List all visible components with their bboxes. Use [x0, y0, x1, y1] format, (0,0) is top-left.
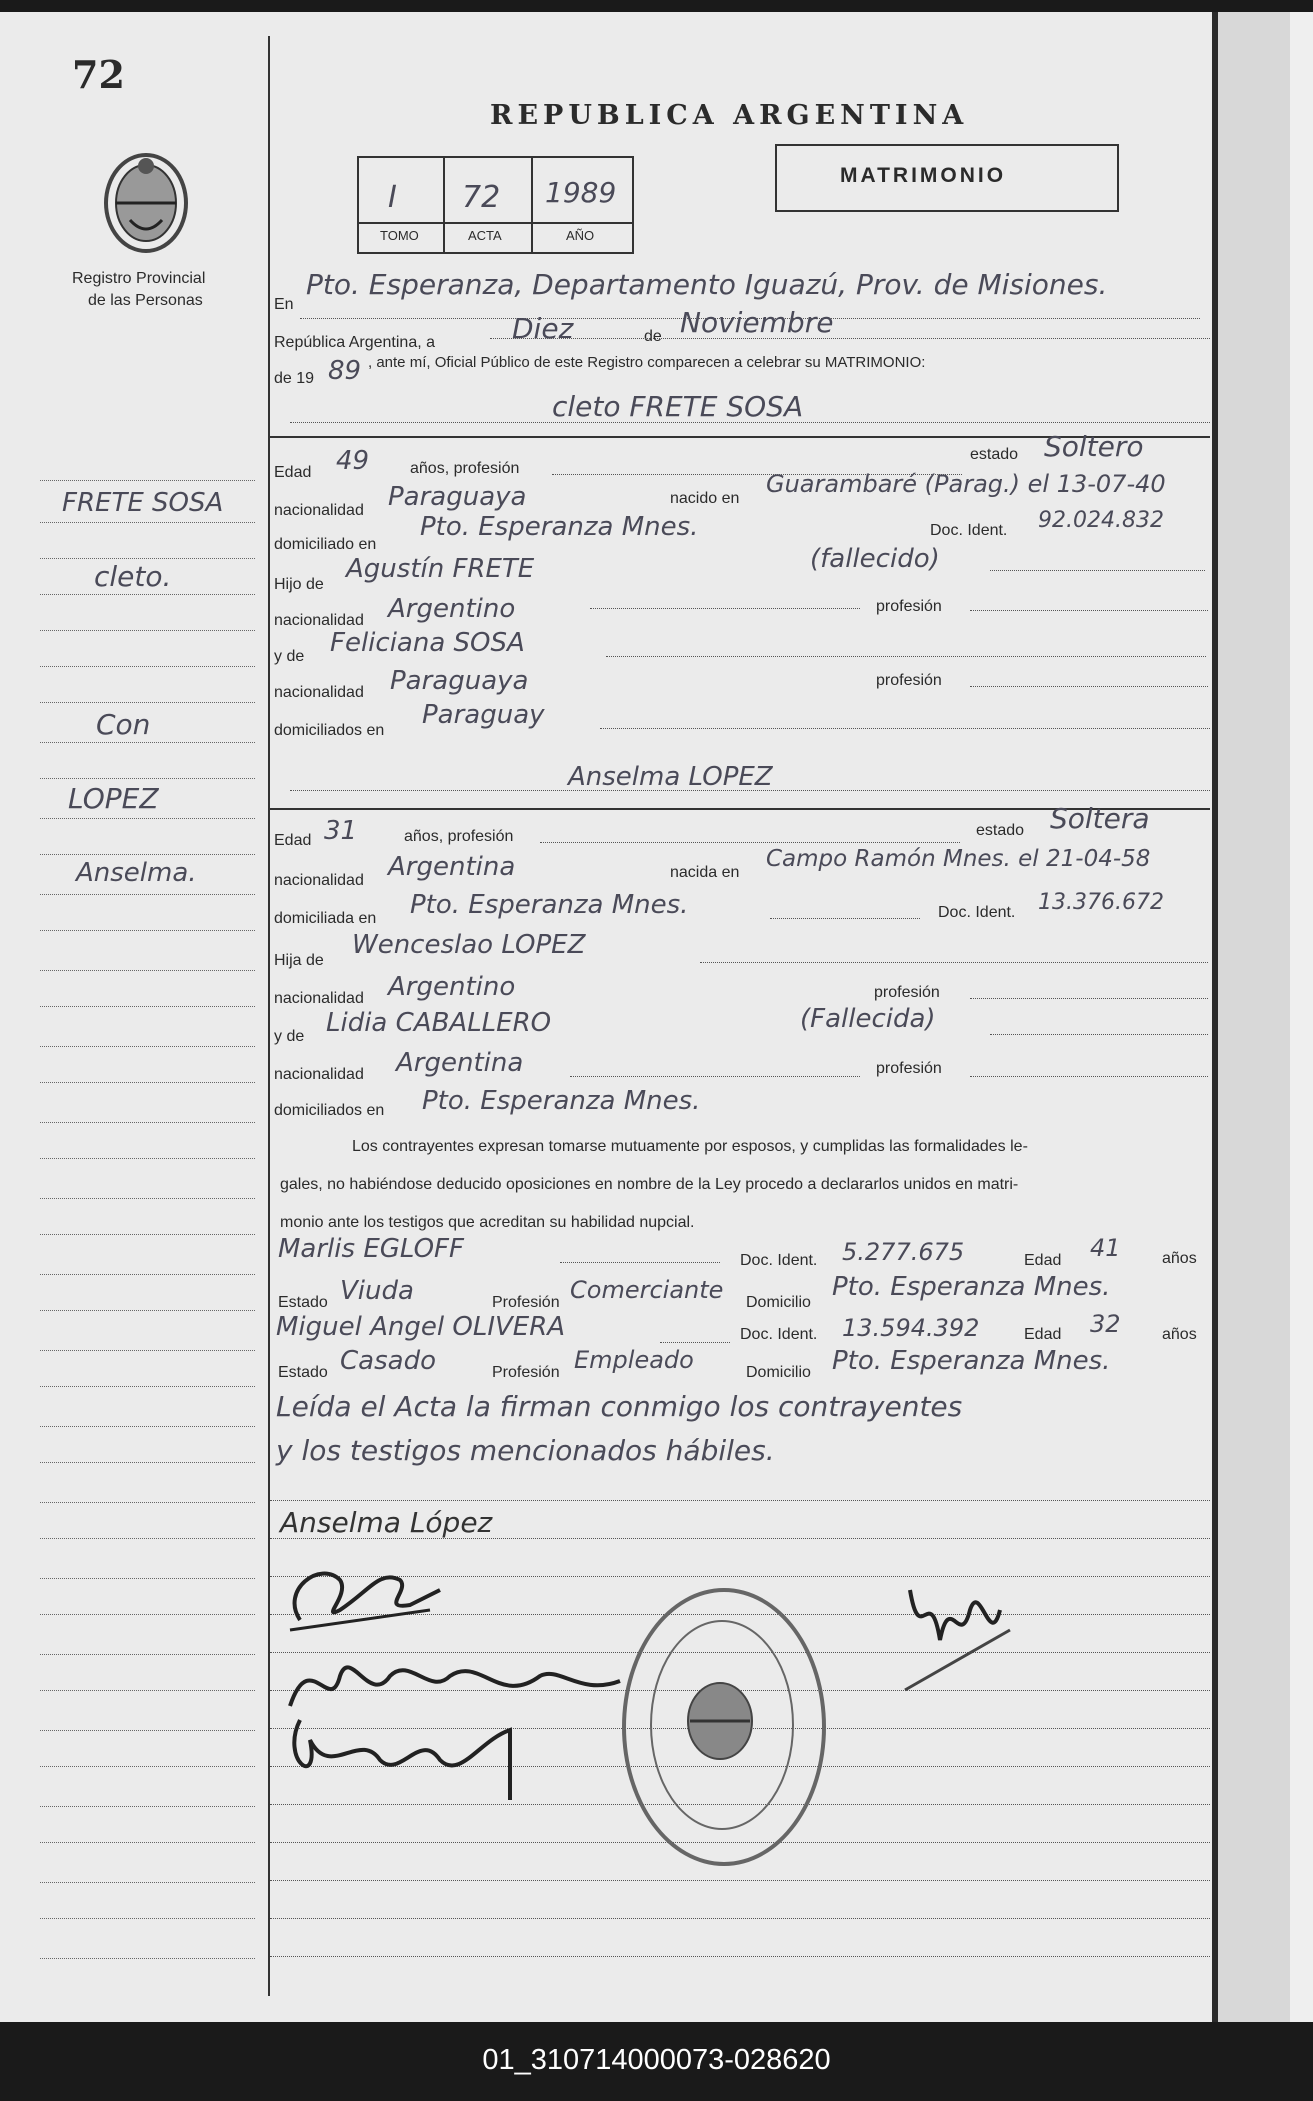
witness-1-doc-label: Doc. Ident. [740, 1252, 818, 1269]
bride-nationality: Argentina [388, 852, 516, 882]
bride-doc-label: Doc. Ident. [938, 904, 1016, 921]
groom-mother-nat: Paraguaya [390, 666, 529, 696]
official-signature [890, 1570, 1020, 1720]
country-title: REPUBLICA ARGENTINA [490, 100, 969, 131]
closing-note-line-1: Leída el Acta la firman conmigo los contrayentes [276, 1390, 963, 1423]
bride-father-prof-label: profesión [874, 984, 940, 1001]
groom-mother-prof-label: profesión [876, 672, 942, 689]
bride-age-label: Edad [274, 832, 312, 849]
margin-divider [268, 36, 270, 1996]
witness-2-name: Miguel Angel OLIVERA [276, 1312, 566, 1342]
seal-emblem-icon [680, 1676, 760, 1766]
groom-nat-label: nacionalidad [274, 502, 364, 519]
groom-father-nat: Argentino [388, 594, 516, 624]
bride-mother-nat-label: nacionalidad [274, 1066, 364, 1083]
ano-label: AÑO [566, 228, 595, 243]
en-label: En [274, 296, 294, 313]
witness-2-domicile: Pto. Esperanza Mnes. [832, 1346, 1111, 1376]
day: Diez [512, 312, 574, 345]
declaration-line-1: Los contrayentes expresan tomarse mutuamente por esposos, y cumplidas las formalidades le- [352, 1138, 1028, 1155]
margin-note-surname: FRETE SOSA [62, 488, 224, 518]
volume-box-divider [443, 156, 445, 252]
bride-full-name: Anselma LOPEZ [568, 762, 773, 792]
volume-box-divider [531, 156, 533, 252]
witness-2-estado: Casado [340, 1346, 436, 1376]
closing-note-line-2: y los testigos mencionados hábiles. [276, 1434, 775, 1467]
ano-value: 1989 [545, 176, 617, 209]
groom-born-label: nacido en [670, 490, 740, 507]
coat-of-arms-emblem [100, 148, 192, 258]
witness-1-domicile: Pto. Esperanza Mnes. [832, 1272, 1111, 1302]
witness-1-years-label: años [1162, 1250, 1197, 1267]
groom-mother-nat-label: nacionalidad [274, 684, 364, 701]
bride-mother: Lidia CABALLERO [326, 1008, 552, 1038]
tomo-label: TOMO [380, 228, 419, 243]
groom-father-prof-label: profesión [876, 598, 942, 615]
bride-estado-label: estado [976, 822, 1025, 839]
act-type-label: MATRIMONIO [840, 164, 1007, 187]
witness-2-doc: 13.594.392 [842, 1314, 980, 1342]
witness-1-age: 41 [1090, 1234, 1121, 1262]
intro-text: , ante mí, Oficial Público de este Registro comparecen a celebrar su MATRIMONIO: [368, 354, 926, 371]
groom-domicile: Pto. Esperanza Mnes. [420, 512, 699, 542]
bride-estado: Soltera [1050, 802, 1150, 835]
witness-1-profession: Comerciante [570, 1276, 724, 1304]
witness-2-age-label: Edad [1024, 1326, 1062, 1343]
year-prefix: de 19 [274, 370, 315, 387]
groom-signature [280, 1550, 450, 1640]
groom-doc-label: Doc. Ident. [930, 522, 1008, 539]
witness-2-signature [280, 1700, 540, 1810]
declaration-line-3: monio ante los testigos que acreditan su habilidad nupcial. [280, 1214, 695, 1231]
volume-box-label-rule [357, 222, 632, 224]
witness-1-estado-label: Estado [278, 1294, 328, 1311]
bride-mother-note: (Fallecida) [800, 1004, 936, 1034]
witness-1-prof-label: Profesión [492, 1294, 560, 1311]
groom-hijo-label: Hijo de [274, 576, 324, 593]
month: Noviembre [680, 306, 834, 339]
bride-age: 31 [324, 816, 358, 846]
de-label: de [644, 328, 662, 345]
bride-parents-dom-label: domiciliados en [274, 1102, 385, 1119]
witness-2-prof-label: Profesión [492, 1364, 560, 1381]
groom-father-note: (fallecido) [810, 544, 940, 574]
declaration-line-2: gales, no habiéndose deducido oposiciones en nombre de la Ley procedo a declararlos unidos en matri- [280, 1176, 1019, 1193]
groom-age-label: Edad [274, 464, 312, 481]
groom-yde-label: y de [274, 648, 305, 665]
groom-doc: 92.024.832 [1038, 508, 1164, 533]
registry-line-1: Registro Provincial [72, 270, 206, 287]
place: Pto. Esperanza, Departamento Iguazú, Prov. de Misiones. [306, 268, 1108, 301]
groom-born: Guarambaré (Parag.) el 13-07-40 [766, 470, 1166, 498]
witness-1-dom-label: Domicilio [746, 1294, 811, 1311]
groom-parents-dom: Paraguay [422, 700, 545, 730]
scan-caption: 01_310714000073-028620 [482, 2044, 831, 2076]
groom-father-nat-label: nacionalidad [274, 612, 364, 629]
bride-father: Wenceslao LOPEZ [352, 930, 586, 960]
groom-estado-label: estado [970, 446, 1019, 463]
margin-note-con: Con [96, 708, 151, 741]
witness-1-doc: 5.277.675 [842, 1238, 965, 1266]
year-suffix: 89 [328, 356, 362, 386]
groom-estado: Soltero [1044, 430, 1144, 463]
bride-parents-dom: Pto. Esperanza Mnes. [422, 1086, 701, 1116]
witness-2-dom-label: Domicilio [746, 1364, 811, 1381]
acta-label: ACTA [468, 228, 502, 243]
margin-note-bride-surname: LOPEZ [68, 782, 159, 815]
groom-nationality: Paraguaya [388, 482, 527, 512]
bride-prof-label: años, profesión [404, 828, 514, 845]
witness-1-age-label: Edad [1024, 1252, 1062, 1269]
bride-doc: 13.376.672 [1038, 890, 1164, 915]
witness-1-name: Marlis EGLOFF [278, 1234, 464, 1264]
groom-age: 49 [336, 446, 370, 476]
groom-parents-dom-label: domiciliados en [274, 722, 385, 739]
bride-hija-label: Hija de [274, 952, 324, 969]
groom-full-name: cleto FRETE SOSA [552, 390, 804, 423]
margin-note-bride-name: Anselma. [76, 858, 197, 888]
acta-value: 72 [462, 180, 501, 215]
witness-1-estado: Viuda [340, 1276, 414, 1306]
page-number: 72 [72, 52, 125, 97]
witness-2-doc-label: Doc. Ident. [740, 1326, 818, 1343]
bride-born: Campo Ramón Mnes. el 21-04-58 [766, 846, 1151, 872]
adjacent-page-edge-light [1290, 12, 1313, 2022]
groom-prof-label: años, profesión [410, 460, 520, 477]
republica-label: República Argentina, a [274, 334, 435, 351]
witness-2-age: 32 [1090, 1310, 1121, 1338]
bride-domicile: Pto. Esperanza Mnes. [410, 890, 689, 920]
bride-yde-label: y de [274, 1028, 305, 1045]
margin-note-name: cleto. [94, 560, 172, 593]
registry-line-2: de las Personas [88, 292, 203, 309]
bride-signature: Anselma López [280, 1506, 493, 1539]
tomo-value: I [388, 180, 397, 215]
groom-dom-label: domiciliado en [274, 536, 377, 553]
witness-2-estado-label: Estado [278, 1364, 328, 1381]
witness-2-years-label: años [1162, 1326, 1197, 1343]
witness-2-profession: Empleado [574, 1346, 694, 1374]
groom-father: Agustín FRETE [346, 554, 535, 584]
bride-dom-label: domiciliada en [274, 910, 377, 927]
bride-mother-prof-label: profesión [876, 1060, 942, 1077]
groom-mother: Feliciana SOSA [330, 628, 525, 658]
bride-father-nat: Argentino [388, 972, 516, 1002]
bride-mother-nat: Argentina [396, 1048, 524, 1078]
bride-father-nat-label: nacionalidad [274, 990, 364, 1007]
bride-born-label: nacida en [670, 864, 740, 881]
bride-nat-label: nacionalidad [274, 872, 364, 889]
